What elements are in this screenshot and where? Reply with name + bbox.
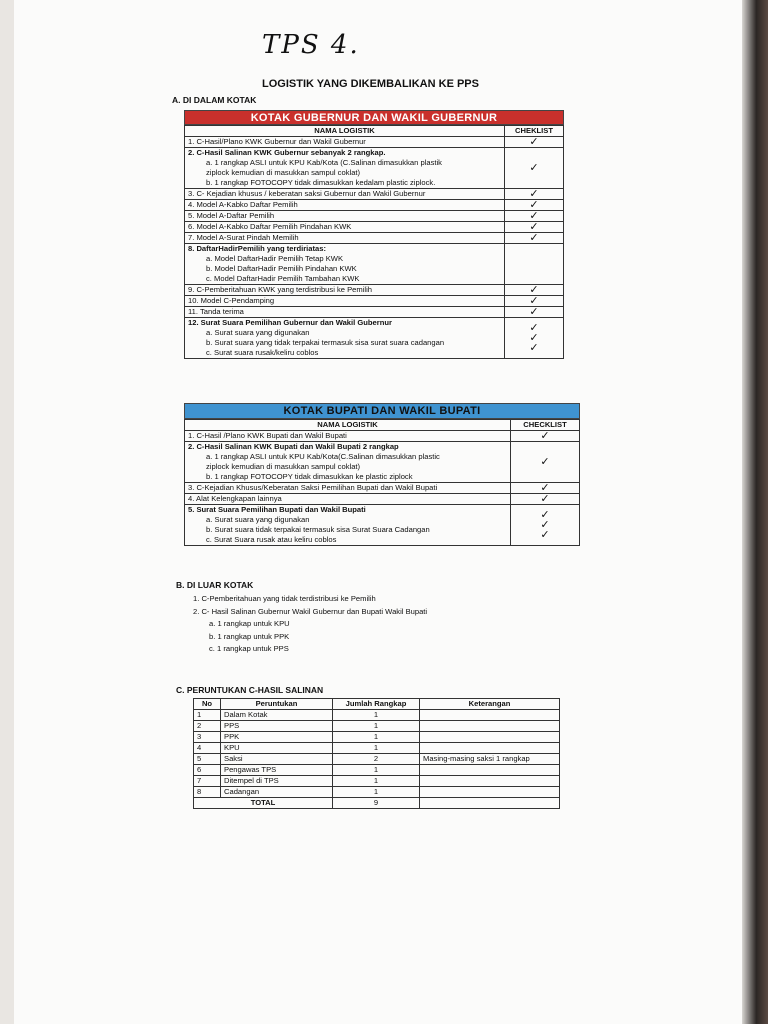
- table-row: [194, 710, 560, 721]
- table-row: [194, 765, 560, 776]
- box1-col-name: NAMA LOGISTIK: [185, 126, 505, 137]
- checklist-cell: [505, 233, 564, 244]
- section-b-list: [193, 593, 427, 656]
- item-line: a. Surat suara yang digunakan: [206, 515, 310, 524]
- item-line: 3. C- Kejadian khusus / keberatan saksi Gubernur dan Wakil Gubernur: [188, 189, 426, 198]
- logistik-item: [185, 200, 505, 211]
- table-row: [194, 754, 560, 765]
- logistik-item: [185, 222, 505, 233]
- table-row: [185, 211, 564, 222]
- item-line: 4. Alat Kelengkapan lainnya: [188, 494, 282, 503]
- logistik-item: [185, 494, 511, 505]
- box2-col-check: CHECKLIST: [511, 420, 580, 431]
- list-item: c. 1 rangkap untuk PPS: [209, 644, 289, 653]
- item-line: 9. C-Pemberitahuan KWK yang terdistribusi ke Pemilih: [188, 285, 373, 294]
- checklist-cell: [511, 505, 580, 546]
- cell-jumlah: 1: [333, 765, 420, 776]
- item-line: 3. C-Kejadian Khusus/Keberatan Saksi Pemilihan Bupati dan Wakil Bupati: [188, 483, 438, 492]
- table-row: [185, 137, 564, 148]
- total-label: TOTAL: [194, 798, 333, 809]
- item-line: b. 1 rangkap FOTOCOPY tidak dimasukkan kedalam plastic ziplock.: [206, 178, 436, 187]
- cell-peruntukan: Ditempel di TPS: [221, 776, 333, 787]
- cell-peruntukan: PPS: [221, 721, 333, 732]
- item-line: a. Model DaftarHadir Pemilih Tetap KWK: [206, 254, 344, 263]
- item-line: ziplock kemudian di masukkan sampul coklat): [206, 462, 361, 471]
- checklist-cell: [505, 318, 564, 359]
- box1-col-check: CHEKLIST: [505, 126, 564, 137]
- checklist-cell: [505, 307, 564, 318]
- item-line: 12. Surat Suara Pemilihan Gubernur dan Wakil Gubernur: [188, 318, 392, 327]
- checklist-cell: [511, 494, 580, 505]
- item-line: 7. Model A-Surat Pindah Memilih: [188, 233, 299, 242]
- logistik-item: [185, 307, 505, 318]
- peruntukan-table-body: [194, 710, 560, 798]
- item-line: b. Surat suara yang tidak terpakai termasuk sisa surat suara cadangan: [206, 338, 445, 347]
- box1-banner: KOTAK GUBERNUR DAN WAKIL GUBERNUR: [184, 110, 564, 125]
- cell-no: 8: [194, 787, 221, 798]
- list-item: 2. C- Hasil Salinan Gubernur Wakil Gubernur dan Bupati Wakil Bupati: [193, 606, 428, 616]
- checkmark-icon: ✓: [529, 331, 539, 344]
- box2-col-name: NAMA LOGISTIK: [185, 420, 511, 431]
- checkmark-icon: ✓: [529, 294, 539, 307]
- table-row: [185, 442, 580, 483]
- logistik-item: [185, 244, 505, 285]
- table-row: [185, 285, 564, 296]
- item-line: 8. DaftarHadirPemilih yang terdiriatas:: [188, 244, 326, 253]
- item-line: ziplock kemudian di masukkan sampul coklat): [206, 168, 361, 177]
- item-line: 6. Model A-Kabko Daftar Pemilih Pindahan KWK: [188, 222, 352, 231]
- table-row: [185, 233, 564, 244]
- table-row: [194, 721, 560, 732]
- cell-jumlah: 1: [333, 710, 420, 721]
- checkmark-icon: ✓: [540, 508, 550, 521]
- box1-table-body: [185, 137, 564, 359]
- table-row: [194, 743, 560, 754]
- item-line: a. 1 rangkap ASLI untuk KPU Kab/Kota(C.Salinan dimasukkan plastic: [206, 452, 440, 461]
- cell-no: 5: [194, 754, 221, 765]
- table-row: [194, 787, 560, 798]
- item-line: c. Surat Suara rusak atau keliru coblos: [206, 535, 337, 544]
- checkmark-icon: ✓: [529, 341, 539, 354]
- checkmark-icon: ✓: [529, 198, 539, 211]
- logistik-item: [185, 483, 511, 494]
- table-row: [185, 148, 564, 189]
- checkmark-icon: ✓: [529, 321, 539, 334]
- section-c-heading: C. PERUNTUKAN C-HASIL SALINAN: [176, 685, 324, 695]
- checkmark-icon: ✓: [540, 492, 550, 505]
- cell-keterangan: [420, 787, 560, 798]
- cell-peruntukan: KPU: [221, 743, 333, 754]
- cell-keterangan: [420, 721, 560, 732]
- total-value: 9: [333, 798, 420, 809]
- box2-table: [184, 419, 580, 546]
- item-line: 2. C-Hasil Salinan KWK Gubernur sebanyak 2 rangkap.: [188, 148, 386, 157]
- cell-keterangan: [420, 743, 560, 754]
- cell-peruntukan: Pengawas TPS: [221, 765, 333, 776]
- cell-jumlah: 1: [333, 743, 420, 754]
- cell-keterangan: [420, 710, 560, 721]
- cell-jumlah: 1: [333, 721, 420, 732]
- table-row: [185, 189, 564, 200]
- cell-no: 3: [194, 732, 221, 743]
- logistik-item: [185, 285, 505, 296]
- list-item: b. 1 rangkap untuk PPK: [209, 631, 290, 641]
- logistik-item: [185, 233, 505, 244]
- table-row: [185, 296, 564, 307]
- cell-jumlah: 1: [333, 776, 420, 787]
- checkmark-icon: ✓: [529, 305, 539, 318]
- logistik-item: [185, 431, 511, 442]
- col-jumlah: Jumlah Rangkap: [333, 699, 420, 710]
- checkmark-icon: ✓: [540, 528, 550, 541]
- table-row: [185, 200, 564, 211]
- checkmark-icon: ✓: [529, 135, 539, 148]
- cell-peruntukan: Saksi: [221, 754, 333, 765]
- list-item: a. 1 rangkap untuk KPU: [209, 619, 290, 628]
- logistik-item: [185, 505, 511, 546]
- table-row: [185, 505, 580, 546]
- item-line: 2. C-Hasil Salinan KWK Bupati dan Wakil Bupati 2 rangkap: [188, 442, 399, 451]
- box2-table-body: [185, 431, 580, 546]
- checkmark-icon: ✓: [540, 481, 550, 494]
- table-row: [194, 776, 560, 787]
- checklist-cell: [505, 244, 564, 285]
- table-row: [185, 307, 564, 318]
- logistik-item: [185, 442, 511, 483]
- box1-table: [184, 125, 564, 359]
- item-line: b. Surat suara tidak terpakai termasuk sisa Surat Suara Cadangan: [206, 525, 430, 534]
- item-line: a. 1 rangkap ASLI untuk KPU Kab/Kota (C.Salinan dimasukkan plastik: [206, 158, 442, 167]
- checklist-cell: [505, 137, 564, 148]
- logistik-item: [185, 296, 505, 307]
- handwritten-mark: TPS 4.: [262, 30, 360, 60]
- cell-peruntukan: Dalam Kotak: [221, 710, 333, 721]
- col-no: No: [194, 699, 221, 710]
- logistik-item: [185, 211, 505, 222]
- cell-jumlah: 2: [333, 754, 420, 765]
- item-line: b. 1 rangkap FOTOCOPY tidak dimasukkan ke plastic ziplock: [206, 472, 413, 481]
- table-row: [185, 494, 580, 505]
- table-row: [185, 318, 564, 359]
- checklist-cell: [511, 431, 580, 442]
- section-b-heading: B. DI LUAR KOTAK: [176, 580, 254, 590]
- section-a-heading: A. DI DALAM KOTAK: [172, 95, 257, 105]
- checkmark-icon: ✓: [540, 455, 550, 468]
- checkmark-icon: ✓: [540, 429, 550, 442]
- cell-keterangan: [420, 776, 560, 787]
- item-line: 11. Tanda terima: [188, 307, 244, 316]
- table-row: [185, 483, 580, 494]
- checklist-cell: [505, 148, 564, 189]
- table-row: [194, 732, 560, 743]
- logistik-item: [185, 137, 505, 148]
- checkmark-icon: ✓: [529, 283, 539, 296]
- box2-banner: KOTAK BUPATI DAN WAKIL BUPATI: [184, 403, 580, 419]
- cell-peruntukan: PPK: [221, 732, 333, 743]
- col-peruntukan: Peruntukan: [221, 699, 333, 710]
- cell-no: 7: [194, 776, 221, 787]
- item-line: c. Surat suara rusak/keliru coblos: [206, 348, 319, 357]
- table-row: [185, 431, 580, 442]
- item-line: a. Surat suara yang digunakan: [206, 328, 310, 337]
- table-row: [185, 222, 564, 233]
- cell-keterangan: [420, 732, 560, 743]
- logistik-item: [185, 318, 505, 359]
- checkmark-icon: ✓: [529, 187, 539, 200]
- document-title: LOGISTIK YANG DIKEMBALIKAN KE PPS: [262, 78, 479, 90]
- col-keterangan: Keterangan: [420, 699, 560, 710]
- item-line: 5. Surat Suara Pemilihan Bupati dan Wakil Bupati: [188, 505, 366, 514]
- item-line: 10. Model C-Pendamping: [188, 296, 275, 305]
- cell-no: 6: [194, 765, 221, 776]
- checkmark-icon: ✓: [529, 209, 539, 222]
- checkmark-icon: ✓: [529, 220, 539, 233]
- total-keterangan: [420, 798, 560, 809]
- cell-keterangan: Masing-masing saksi 1 rangkap: [420, 754, 560, 765]
- cell-peruntukan: Cadangan: [221, 787, 333, 798]
- checkmark-icon: ✓: [540, 518, 550, 531]
- list-item: 1. C-Pemberitahuan yang tidak terdistribusi ke Pemilih: [193, 594, 376, 603]
- checklist-cell: [511, 442, 580, 483]
- item-line: 1. C-Hasil /Plano KWK Bupati dan Wakil Bupati: [188, 431, 347, 440]
- logistik-item: [185, 189, 505, 200]
- item-line: 4. Model A-Kabko Daftar Pemilih: [188, 200, 298, 209]
- checkmark-icon: ✓: [529, 231, 539, 244]
- cell-jumlah: 1: [333, 787, 420, 798]
- cell-no: 1: [194, 710, 221, 721]
- item-line: b. Model DaftarHadir Pemilih Pindahan KWK: [206, 264, 357, 273]
- item-line: c. Model DaftarHadir Pemilih Tambahan KWK: [206, 274, 360, 283]
- checkmark-icon: ✓: [529, 161, 539, 174]
- table-row: [185, 244, 564, 285]
- item-line: 1. C-Hasil/Plano KWK Gubernur dan Wakil Gubernur: [188, 137, 366, 146]
- logistik-item: [185, 148, 505, 189]
- cell-no: 4: [194, 743, 221, 754]
- peruntukan-table: [193, 698, 560, 809]
- cell-keterangan: [420, 765, 560, 776]
- cell-no: 2: [194, 721, 221, 732]
- cell-jumlah: 1: [333, 732, 420, 743]
- item-line: 5. Model A-Daftar Pemilih: [188, 211, 275, 220]
